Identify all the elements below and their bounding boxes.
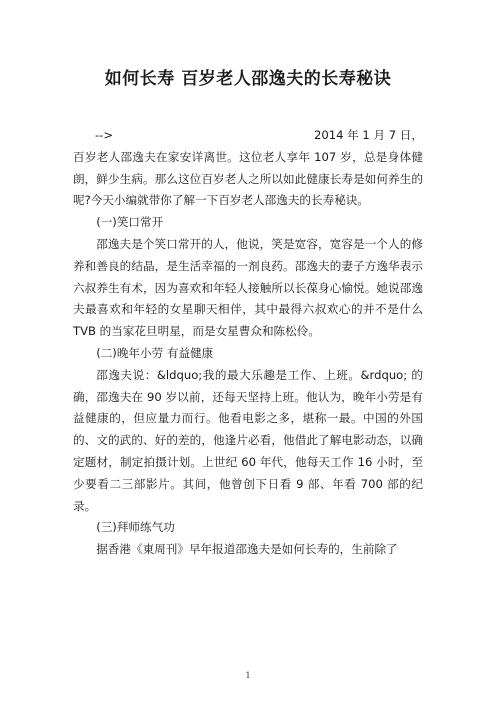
arrow-marker: --> [95, 128, 114, 142]
document-body [73, 125, 423, 561]
page-number: 1 [245, 671, 251, 680]
section-paragraph-1: 邵逸夫是个笑口常开的人，他说，笑是宽容，宽容是一个人的修养和善良的结晶，是生活幸福的一剂良药。邵逸夫的妻子方逸华表示六叔养生有术，因为喜欢和年轻人接触所以长葆身心愉悦。她说邵逸夫最喜欢和年轻的女星聊天相伴，其中最得六叔欢心的并不是什么 TVB 的当家花旦明星，而是女星曹众和陈松伶。 [73, 236, 423, 339]
section-paragraph-3: 据香港《東周刊》早年报道邵逸夫是如何长寿的，生前除了 [96, 542, 398, 557]
date-text: 2014 年 1 月 7 日， [313, 128, 423, 142]
section-paragraph-2: 邵逸夫说：&ldquo;我的最大乐趣是工作、上班。&rdquo; 的确，邵逸夫在 90 岁以前，还每天坚持上班。他认为，晚年小劳是有益健康的，但应量力而行。他看电影之多，堪称一最。中国的外国的、文的武的、好的差的，他逢片必看，他借此了解电影动态，以确定题材，制定拍摄计划。上世纪 60 年代，他每天工作 16 小时，至少要看二三部影片。其间，他曾创下日看 9 部、年看 700 部的纪录。 [73, 367, 423, 513]
document-title: 如何长寿 百岁老人邵逸夫的长寿秘诀 [104, 69, 392, 89]
section-heading-1: (一)笑口常开 [96, 215, 164, 230]
section-heading-3: (三)拜师练气功 [96, 520, 175, 535]
intro-paragraph: 百岁老人邵逸夫在家安详离世。这位老人享年 107 岁，总是身体健朗，鲜少生病。那么这位百岁老人之所以如此健康长寿是如何养生的呢?今天小编就带你了解一下百岁老人邵逸夫的长寿秘诀。 [73, 149, 423, 208]
intro-line [73, 125, 423, 147]
section-heading-2: (二)晚年小劳 有益健康 [96, 345, 214, 360]
